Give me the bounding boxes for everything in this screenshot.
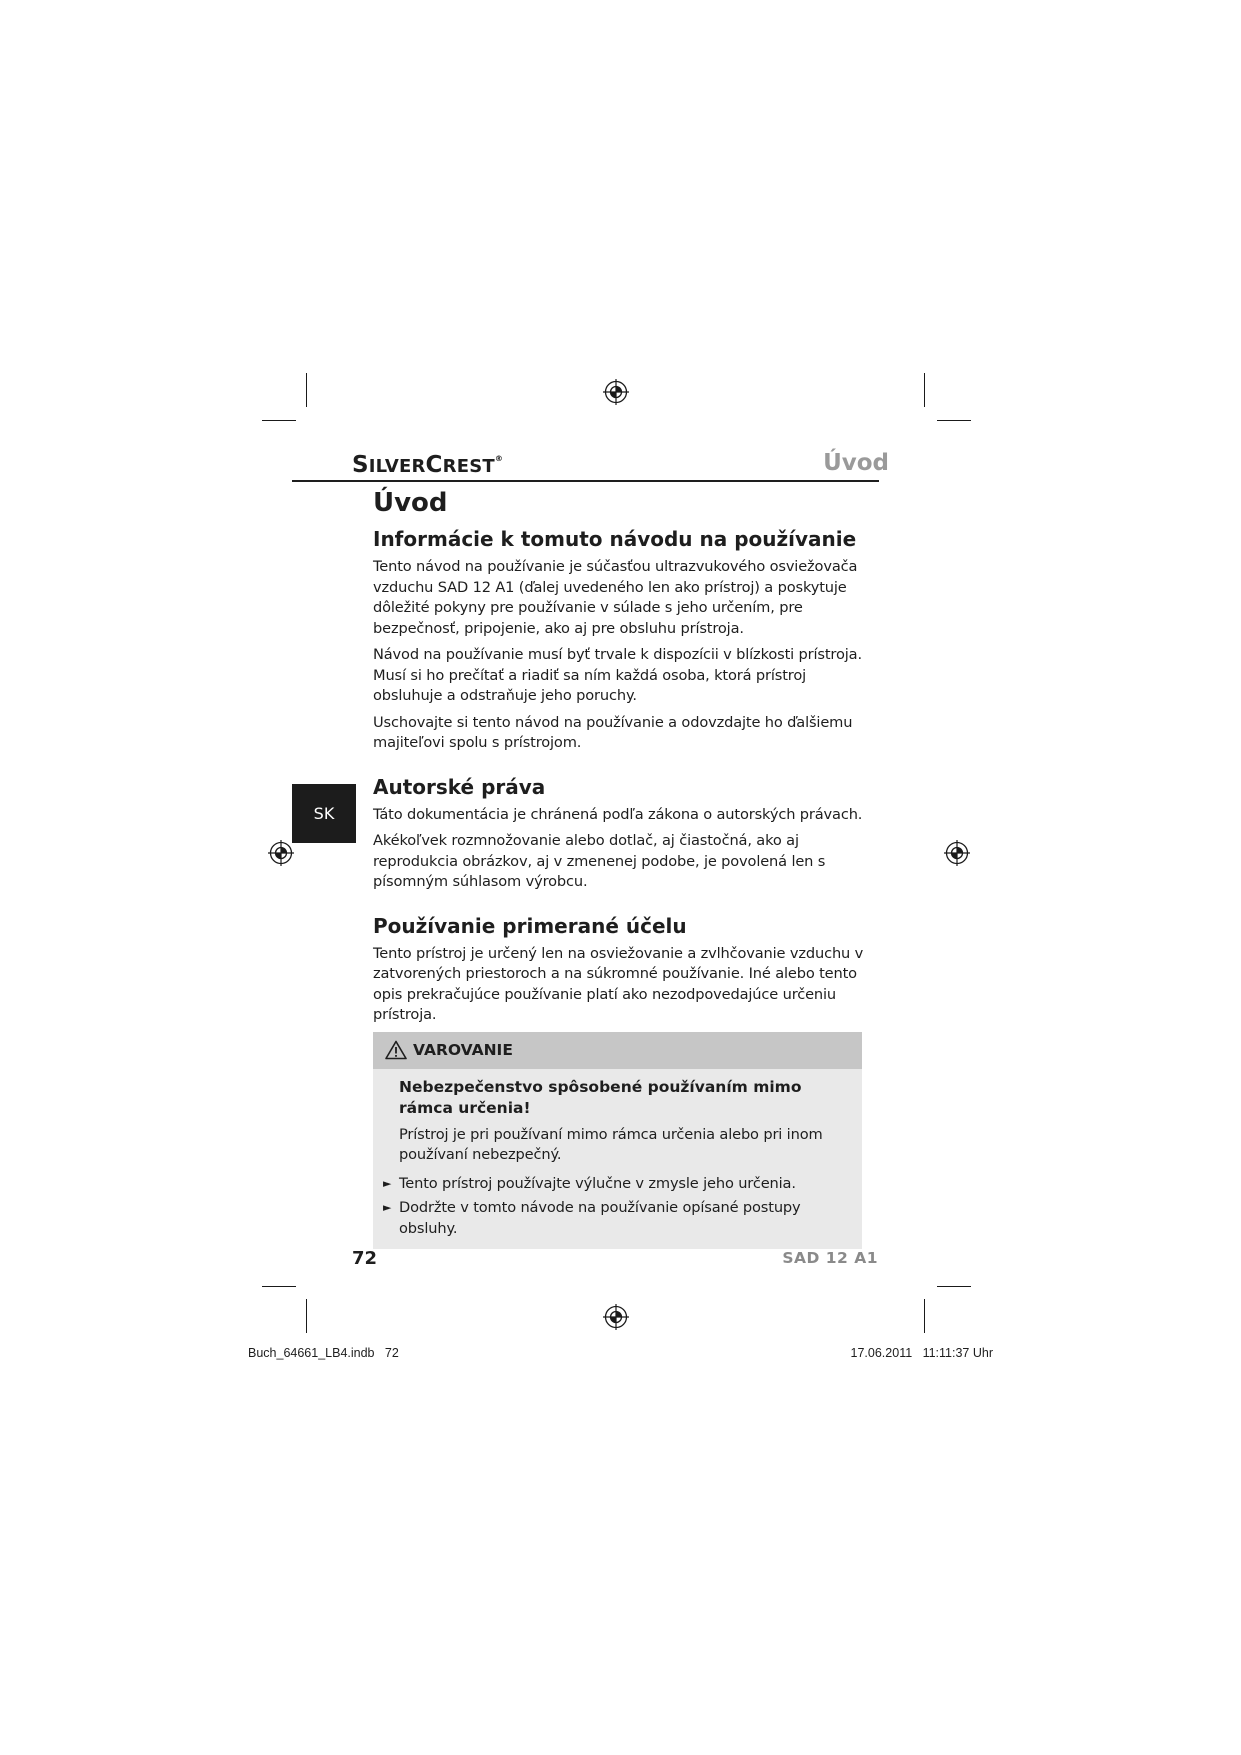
running-header-title: Úvod (823, 450, 889, 476)
paragraph: Návod na používanie musí byť trvale k dispozícii v blízkosti prístroja. Musí si ho prečítať a riadiť sa ním každá osoba, ktorá prístroj obsluhuje a odstraňuje jeho poruchy. (373, 646, 862, 704)
list-item (383, 1174, 850, 1199)
brand-logo (352, 452, 503, 478)
spacer (373, 760, 868, 774)
crop-mark-top-right-horizontal (937, 420, 971, 421)
list-item (383, 1198, 850, 1239)
paragraph: Tento prístroj je určený len na osviežovanie a zvlhčovanie vzduchu v zatvorených priestoroch a na súkromné používanie. Iné alebo tento opis prekračujúce používanie platí ako nezodpovedajúce určeniu prístroja. (373, 944, 864, 1023)
warning-header (373, 1032, 862, 1069)
logo-text: ILVER (368, 456, 426, 477)
crop-mark-bottom-left-vertical (306, 1299, 307, 1333)
logo-letter: S (352, 452, 369, 478)
arrow-bullet-icon: ► (383, 1201, 392, 1214)
registration-mark-icon (603, 1304, 629, 1330)
paragraph: Táto dokumentácia je chránená podľa zákona o autorských právach. (373, 805, 863, 823)
section-heading: Informácie k tomuto návodu na používanie (373, 527, 857, 551)
arrow-bullet-icon: ► (383, 1176, 392, 1190)
logo-letter: C (425, 452, 443, 478)
logo-text: REST (442, 456, 495, 477)
paragraph: Uschovajte si tento návod na používanie a odovzdajte ho ďalšiemu majiteľovi spolu s prístrojom. (373, 713, 853, 751)
crop-mark-top-left-vertical (306, 373, 307, 407)
print-slug-date: 17.06.2011 11:11:37 Uhr (850, 1346, 993, 1360)
warning-title: Nebezpečenstvo spôsobené používaním mimo rámca určenia! (399, 1077, 802, 1117)
section-heading: Používanie primerané účelu (373, 913, 687, 938)
crop-mark-top-left-horizontal (262, 420, 296, 421)
warning-triangle-icon (385, 1040, 407, 1060)
spacer (373, 899, 868, 913)
registration-mark-icon (603, 379, 629, 405)
crop-mark-bottom-right-horizontal (937, 1286, 971, 1287)
crop-mark-bottom-right-vertical (924, 1299, 925, 1333)
warning-text: Prístroj je pri používaní mimo rámca určenia alebo pri inom používaní nebezpečný. (399, 1125, 823, 1163)
paragraph: Tento návod na používanie je súčasťou ultrazvukového osviežovača vzduchu SAD 12 A1 (ďalej uvedeného len ako prístroj) a poskytuje dôležité pokyny pre používanie v súlade s jeho určením, pre bezpečnosť, pripojenie, ako aj pre obsluhu prístroja. (373, 558, 858, 637)
warning-label: VAROVANIE (413, 1041, 513, 1059)
registration-mark-icon (944, 840, 970, 866)
warning-body (373, 1069, 862, 1250)
main-content (373, 486, 868, 1249)
model-number: SAD 12 A1 (782, 1249, 878, 1267)
page-number: 72 (352, 1248, 378, 1269)
crop-mark-bottom-left-horizontal (262, 1286, 296, 1287)
section-heading: Autorské práva (373, 774, 546, 799)
language-tab: SK (292, 784, 356, 843)
list-item-text: Dodržte v tomto návode na používanie opísané postupy obsluhy. (399, 1199, 801, 1237)
page-title: Úvod (373, 488, 448, 518)
header-rule (292, 480, 879, 482)
warning-box (373, 1032, 862, 1250)
registered-mark: ® (494, 454, 504, 463)
crop-mark-top-right-vertical (924, 373, 925, 407)
print-slug-file: Buch_64661_LB4.indb 72 (248, 1346, 399, 1360)
paragraph: Akékoľvek rozmnožovanie alebo dotlač, aj čiastočná, ako aj reprodukcia obrázkov, aj v zmenenej podobe, je povolená len s písomným súhlasom výrobcu. (373, 832, 826, 890)
registration-mark-icon (268, 840, 294, 866)
list-item-text: Tento prístroj používajte výlučne v zmysle jeho určenia. (399, 1174, 796, 1192)
